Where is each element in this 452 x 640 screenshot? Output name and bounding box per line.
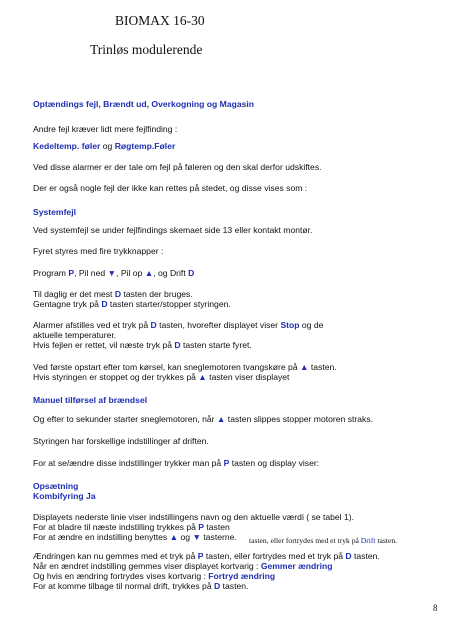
text: Gentagne tryk på [33, 299, 102, 309]
text: tasten, hvorefter displayet viser [156, 320, 281, 330]
text: og [100, 141, 115, 151]
text: tasten. [220, 581, 249, 591]
text: og [178, 532, 193, 542]
text: Når en ændret indstilling gemmes viser displayet kortvarig : [33, 561, 261, 571]
paragraph-four-buttons: Fyret styres med fire trykknapper : [33, 246, 164, 256]
paragraph-display-bottom: Displayets nederste linie viser indstillingens navn og den aktuelle værdi ( se tabel 1). [33, 512, 355, 522]
key-p: P [223, 458, 230, 468]
text: tasterne. [201, 532, 237, 542]
drift-label: Drift [360, 536, 376, 545]
key-d: D [188, 268, 195, 278]
paragraph-stopped [33, 372, 289, 382]
paragraph-change [33, 532, 237, 542]
text: For at ændre en indstilling benyttes [33, 532, 170, 542]
text: For at bladre til næste indstilling trykkes på [33, 522, 199, 532]
text: tasten, eller fortrydes med et tryk på [249, 536, 361, 545]
paragraph-fixed [33, 340, 252, 350]
arrow-down-icon: ▼ [107, 268, 117, 278]
text: tasten. [375, 536, 398, 545]
arrow-up-icon: ▲ [198, 372, 207, 382]
section-heading-ignition-faults: Optændings fejl, Brændt ud, Overkogning og Magasin [33, 99, 255, 109]
sensor-line [33, 141, 175, 151]
text: Program [33, 268, 69, 278]
text: og de [299, 320, 324, 330]
text: tasten starter/stopper styringen. [107, 299, 231, 309]
text: Til daglig er det mest [33, 289, 115, 299]
key-p: P [198, 522, 204, 532]
key-d: D [345, 551, 352, 561]
paragraph-return [33, 581, 248, 591]
display-undo: Fortryd ændring [208, 571, 276, 581]
text: tasten [204, 522, 230, 532]
text: tasten og display viser: [229, 458, 320, 468]
key-d: D [101, 299, 108, 309]
arrow-down-icon: ▼ [192, 532, 201, 542]
text: Og efter to sekunder starter sneglemotoren, når [33, 414, 217, 424]
paragraph-saving [33, 561, 332, 571]
text: tasten, eller fortrydes med et tryk på [203, 551, 346, 561]
text: tasten starte fyret. [180, 340, 252, 350]
text: , og Drift [153, 268, 189, 278]
paragraph-settings: Styringen har forskellige indstillinger af driften. [33, 436, 209, 446]
text: Hvis fejlen er rettet, vil næste tryk på [33, 340, 175, 350]
text: Ændringen kan nu gemmes med et tryk på [33, 551, 198, 561]
arrow-up-icon: ▲ [216, 414, 226, 424]
text: tasten viser displayet [206, 372, 290, 382]
paragraph-repeat [33, 299, 231, 309]
display-line-2: Kombifyring Ja [33, 491, 96, 501]
text: Hvis styringen er stoppet og der trykkes på [33, 372, 199, 382]
sensor-boiler-temp: Kedeltemp. føler [33, 141, 101, 151]
key-d: D [174, 340, 181, 350]
text: tasten slippes stopper motoren straks. [225, 414, 374, 424]
text: Alarmer afstilles ved et tryk på [33, 320, 151, 330]
text: For at komme tilbage til normal drift, trykkes på [33, 581, 215, 591]
paragraph-unfixable-faults: Der er også nogle fejl der ikke kan rettes på stedet, og disse vises som : [33, 183, 308, 193]
text: , Pil op [116, 268, 145, 278]
paragraph-alarm-cont: aktuelle temperaturer. [33, 330, 117, 340]
text: Ved første opstart efter tom kørsel, kan sneglemotoren tvangskøre på [33, 362, 301, 372]
paragraph-undo [33, 571, 275, 581]
text: tasten der bruges. [121, 289, 193, 299]
display-stop: Stop [280, 320, 300, 330]
key-d: D [150, 320, 157, 330]
paragraph-save [33, 551, 380, 561]
section-heading-manual-feed: Manuel tilførsel af brændsel [33, 395, 148, 405]
paragraph-browse [33, 522, 230, 532]
arrow-up-icon: ▲ [144, 268, 154, 278]
arrow-up-icon: ▲ [169, 532, 179, 542]
display-saving: Gemmer ændring [260, 561, 333, 571]
text: tasten. [351, 551, 380, 561]
paragraph-system-faults: Ved systemfejl se under fejlfindings skemaet side 13 eller kontakt montør. [33, 225, 313, 235]
text: tasten. [308, 362, 337, 372]
key-d: D [114, 289, 122, 299]
section-heading-system-faults: Systemfejl [33, 207, 76, 217]
text: , Pil ned [74, 268, 108, 278]
paragraph-daily [33, 289, 193, 299]
text: Og hvis en ændring fortrydes vises kortvarig : [33, 571, 209, 581]
key-p: P [68, 268, 75, 278]
paragraph-other-faults: Andre fejl kræver lidt mere fejlfinding : [33, 124, 178, 134]
paragraph-sensor-replace: Ved disse alarmer er der tale om fejl på føleren og den skal derfor udskiftes. [33, 162, 322, 172]
overlay-note [249, 536, 397, 546]
paragraph-see-settings [33, 458, 319, 468]
document-subtitle: Trinløs modulerende [90, 42, 203, 57]
document-title: BIOMAX 16-30 [115, 13, 205, 28]
text: For at se/ændre disse indstillinger trykker man på [33, 458, 224, 468]
arrow-up-icon: ▲ [300, 362, 309, 372]
page-number: 8 [433, 603, 438, 613]
sensor-flue-temp: Røgtemp.Føler [114, 141, 176, 151]
buttons-list [33, 268, 194, 278]
key-p: P [197, 551, 204, 561]
paragraph-alarm [33, 320, 323, 330]
display-line-1: Opsætning [33, 481, 79, 491]
paragraph-first-start [33, 362, 337, 372]
paragraph-after-two-seconds [33, 414, 373, 424]
key-d: D [214, 581, 221, 591]
